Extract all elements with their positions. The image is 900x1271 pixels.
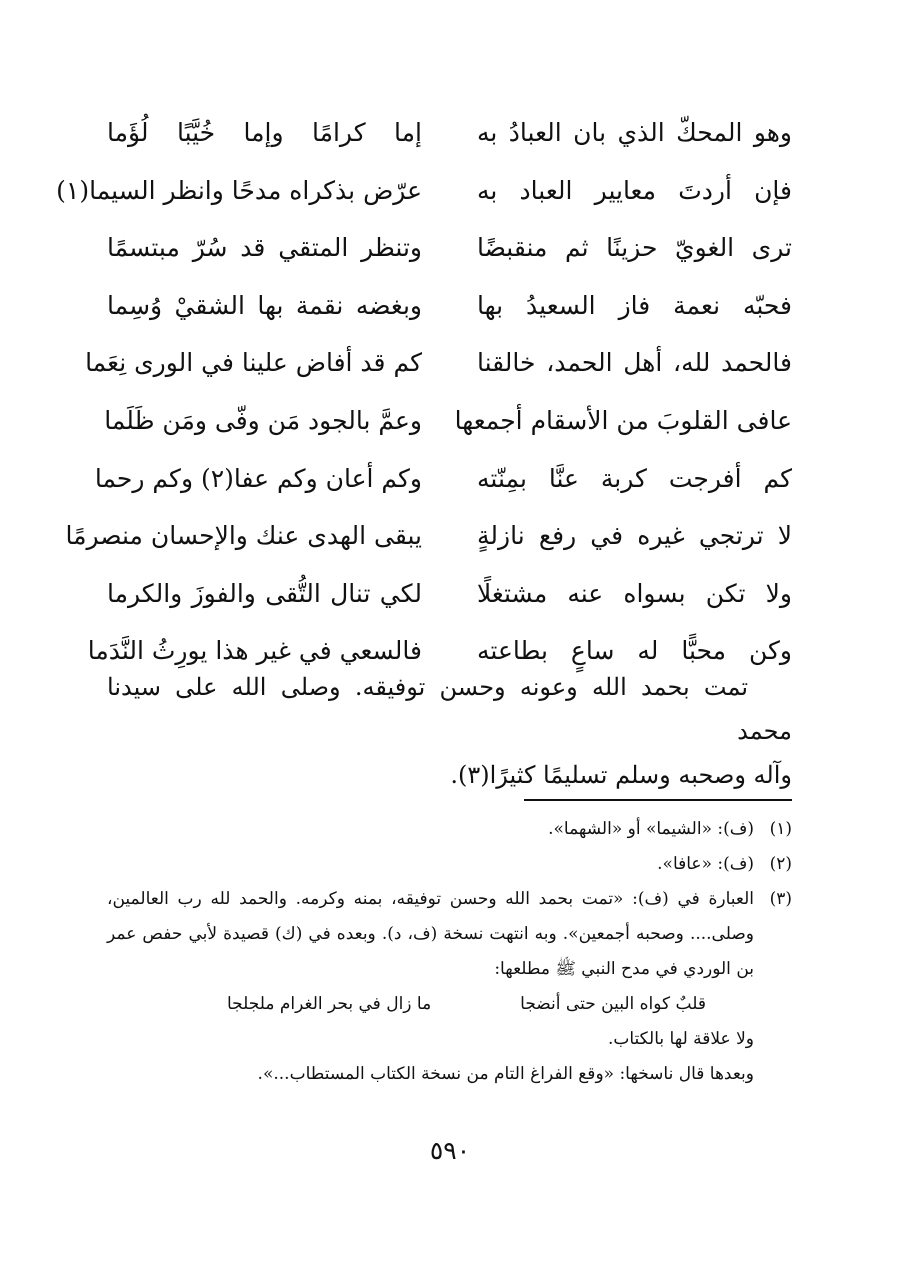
footnote-1-text: (ف): «الشيما» أو «الشهما». bbox=[548, 819, 754, 839]
verse-5 bbox=[85, 340, 792, 398]
footnote-1 bbox=[107, 812, 792, 847]
verse-6-second-hemistich: وعمَّ بالجود مَن وفّى ومَن ظَلَما bbox=[104, 405, 422, 435]
footnote-1-number: (١) bbox=[769, 819, 792, 839]
verse-3-first-hemistich: ترى الغويّ حزينًا ثم منقبضًا bbox=[477, 233, 792, 263]
verse-1-first-hemistich: وهو المحكّ الذي بان العبادُ به bbox=[477, 118, 792, 147]
verse-2-first-hemistich: فإن أردتَ معايير العباد به bbox=[477, 175, 792, 205]
verse-5-first-hemistich: فالحمد لله، أهل الحمد، خالقنا bbox=[477, 348, 792, 378]
verse-5-second-hemistich: كم قد أفاض علينا في الورى نِعَما bbox=[85, 348, 422, 378]
footnote-3 bbox=[107, 882, 792, 1092]
footnote-2-number: (٢) bbox=[769, 854, 792, 874]
verse-4-first-hemistich: فحبّه نعمة فاز السعيدُ بها bbox=[477, 290, 792, 320]
verse-9 bbox=[107, 571, 792, 629]
verse-8-second-hemistich: يبقى الهدى عنك والإحسان منصرمًا bbox=[65, 521, 422, 551]
verse-10-second-hemistich: فالسعي في غير هذا يورِثُ النَّدَما bbox=[87, 636, 422, 666]
verse-7-second-hemistich: وكم أعان وكم عفا(٢) وكم رحما bbox=[94, 463, 422, 493]
footnote-divider bbox=[524, 799, 792, 801]
verse-8 bbox=[65, 513, 792, 571]
footnote-3-verse-first: قلبٌ كواه البين حتى أنضجا bbox=[520, 994, 706, 1014]
closing-line-2: وآله وصحبه وسلم تسليمًا كثيرًا(٣). bbox=[450, 761, 792, 789]
footnote-3-number: (٣) bbox=[769, 889, 792, 909]
footnote-3-last-line: وبعدها قال ناسخها: «وقع الفراغ التام من نسخة الكتاب المستطاب...». bbox=[257, 1064, 754, 1084]
verse-4 bbox=[107, 283, 792, 341]
verse-7 bbox=[94, 456, 792, 514]
verse-2-second-hemistich: عرّض بذكراه مدحًا وانظر السيما(١) bbox=[56, 175, 422, 205]
closing-paragraph bbox=[107, 665, 792, 797]
verse-1 bbox=[107, 110, 792, 168]
verse-9-second-hemistich: لكي تنال التُّقى والفوزَ والكرما bbox=[107, 578, 422, 608]
footnotes bbox=[107, 812, 792, 1092]
verse-2 bbox=[56, 168, 792, 226]
footnote-3-verse-second: ما زال في بحر الغرام ملجلجا bbox=[227, 994, 432, 1014]
verse-6 bbox=[104, 398, 792, 456]
verse-6-first-hemistich: عافى القلوبَ من الأسقام أجمعها bbox=[454, 405, 792, 435]
footnote-2-text: (ف): «عافا». bbox=[657, 854, 754, 874]
verse-9-first-hemistich: ولا تكن بسواه عنه مشتغلًا bbox=[477, 578, 792, 608]
page-number: ٥٩٠ bbox=[429, 1136, 471, 1165]
closing-line-1: تمت بحمد الله وعونه وحسن توفيقه. وصلى الله على سيدنا محمد bbox=[107, 673, 792, 745]
footnote-3-after-verse: ولا علاقة لها بالكتاب. bbox=[607, 1029, 754, 1049]
verse-4-second-hemistich: وبغضه نقمة بها الشقيْ وُسِما bbox=[107, 290, 422, 320]
verse-3-second-hemistich: وتنظر المتقي قد سُرّ مبتسمًا bbox=[107, 233, 422, 263]
poem bbox=[56, 110, 792, 686]
footnote-3-text: العبارة في (ف): «تمت بحمد الله وحسن توفيقه، بمنه وكرمه. والحمد لله رب العالمين، وصلى.... وصحبه أجمعين». وبه انتهت نسخة (ف، د). وبعده في (ك) قصيدة لأبي حفص عمر بن الوردي في مدح النبي ﷺ مطلعها: bbox=[107, 889, 754, 979]
verse-3 bbox=[107, 225, 792, 283]
verse-1-second-hemistich: إما كرامًا وإما خُيَّبًا لُؤَما bbox=[107, 118, 422, 147]
footnote-2 bbox=[107, 847, 792, 882]
verse-8-first-hemistich: لا ترتجي غيره في رفع نازلةٍ bbox=[477, 521, 792, 551]
footnote-3-verse bbox=[107, 987, 754, 1022]
verse-7-first-hemistich: كم أفرجت كربة عنَّا بمِنّته bbox=[477, 463, 792, 493]
verse-10-first-hemistich: وكن محبًّا له ساعٍ بطاعته bbox=[477, 636, 792, 666]
